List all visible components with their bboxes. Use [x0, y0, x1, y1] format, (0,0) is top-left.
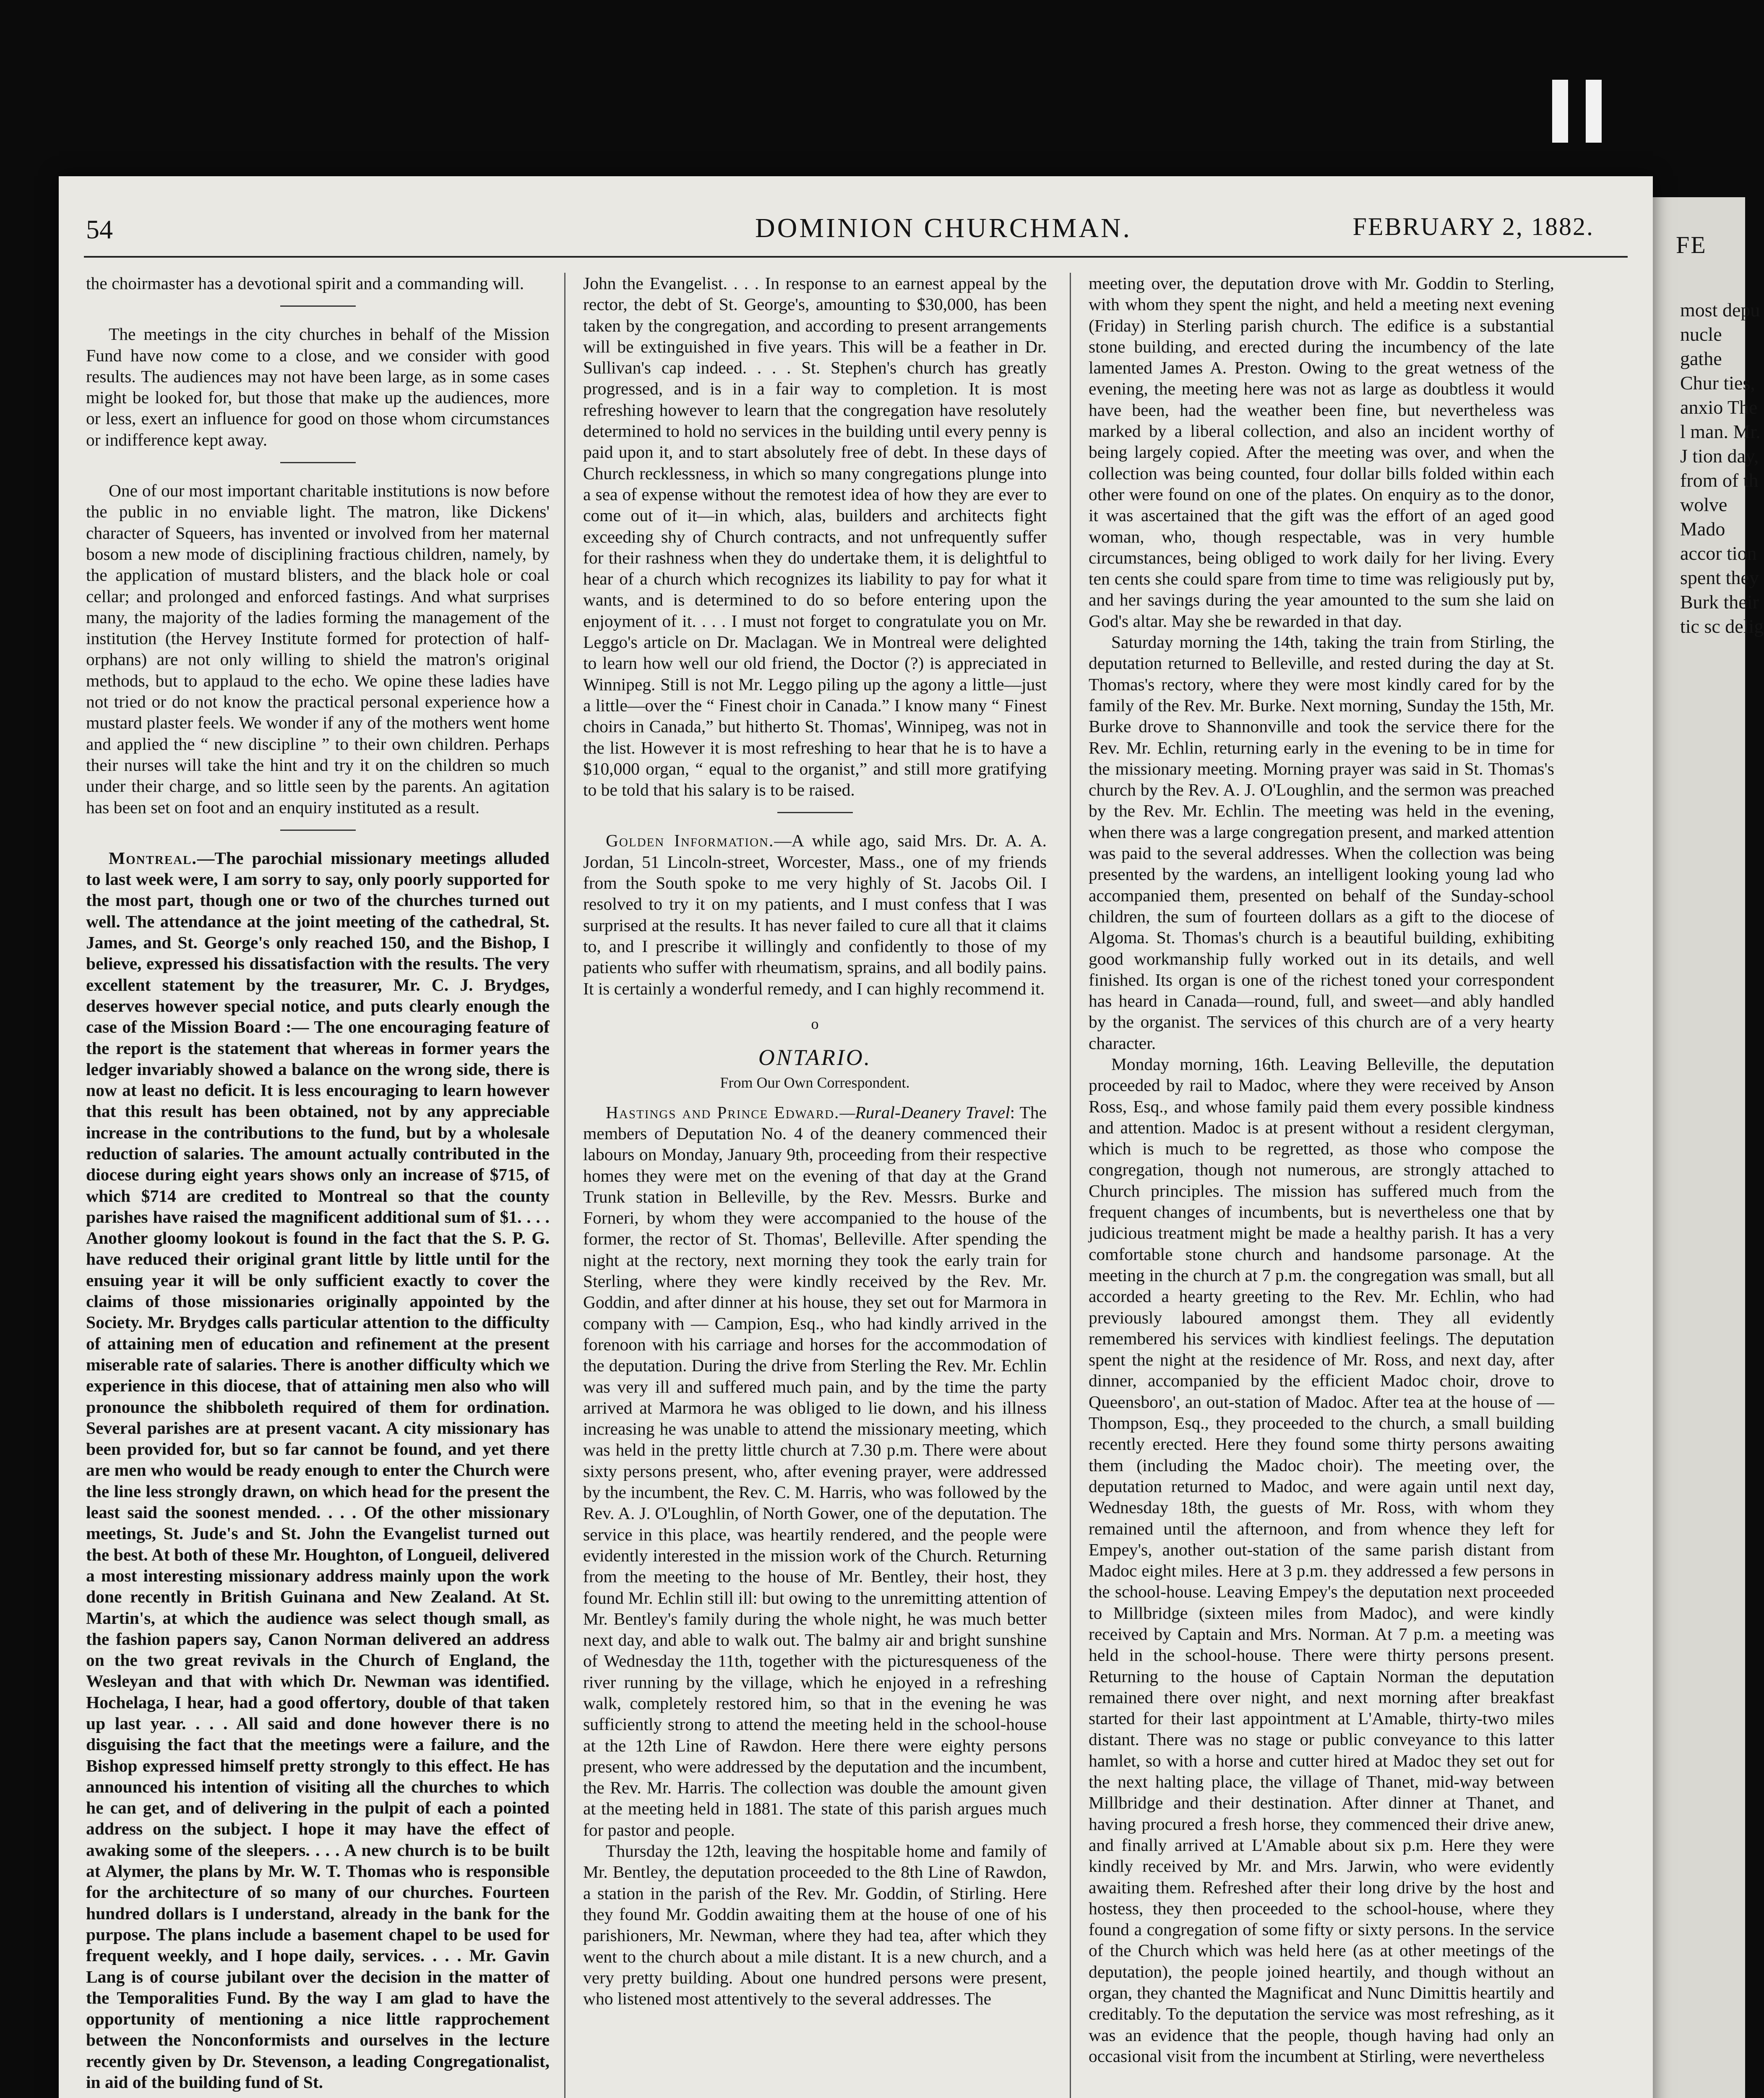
paragraph-mission-fund: The meetings in the city churches in behalf of the Mission Fund have now come to a close, and we consider with good results. The audiences may not have been large, as in some cases might be looked for, but those that make up the audiences, more or less, exert an influence for good on those whom circumstances or indifference kept away. — [86, 324, 550, 449]
item-separator — [280, 305, 356, 307]
golden-information-body: —A while ago, said Mrs. Dr. A. A. Jordan, 51 Lincoln-street, Worcester, Mass., one of my friends from the South spoke to me very highly of St. Jacobs Oil. I resolved to try it on my patients, and I must confess that I was surprised at the results. It has never failed to cure all that it claims to, and I prescribe it willingly and confidently to those of my patients who suffer with rheumatism, sprains, and all bodily pains. It is certainly a wonderful remedy, and I can highly recommend it. — [583, 831, 1047, 998]
paragraph-montreal — [86, 848, 550, 2093]
item-separator — [777, 812, 853, 813]
section-subheading: From Our Own Correspondent. — [720, 1074, 910, 1091]
section-divider: o — [811, 1015, 819, 1032]
paragraph-golden-information — [583, 830, 1047, 999]
paragraph-st-john: John the Evangelist. . . . In response to an earnest appeal by the rector, the debt of St. George's, amounting to $30,000, has been taken by the congregation, and according to present arrangements will be extinguished in five years. This will be a feather in Dr. Sullivan's cap indeed. . . . St. Stephen's church has greatly progressed, and is in a fair way to completion. It is most refreshing however to learn that the congregation have resolutely determined to hold no services in the building until every penny is paid upon it, and to start absolutely free of debt. In these days of Church recklessness, in which so many congregations plunge into a sea of expense without the remotest idea of how they are ever to come out of it—in which, alas, builders and architects fight exceeding shy of Church contracts, and not unfrequently suffer for their rashness when they do undertake them, it is delightful to hear of a church which recognizes its liability to pay for what it wants, and is determined to do so before entering upon the enjoyment of it. . . . I must not forget to congratulate you on Mr. Leggo's article on Dr. Maclagan. We in Montreal were delighted to learn how well our old friend, the Doctor (?) is appreciated in Winnipeg. Still is not Mr. Leggo piling up the agony a little—just a little—over the “ Finest choir in Canada.” I know many “ Finest choirs in Canada,” but hitherto St. Thomas', Winnipeg, was not in the list. However it is most refreshing to hear that he is to have a $10,000 organ, “ equal to the organist,” and still more gratifying to be told that his salary is to be raised. — [583, 274, 1047, 800]
next-page-fragments: most depu nucle gathe Chur ties, anxio The l man. Mr. J tion day, from of th wolve Mado accor tion spent they Burk their tic sc delig — [1680, 299, 1764, 637]
column-3 — [1089, 273, 1554, 2098]
paragraph-choirmaster: the choirmaster has a devotional spirit and a commanding will. — [86, 274, 524, 293]
golden-information-lead: Golden Information. — [605, 831, 774, 851]
hastings-body: : The members of Deputation No. 4 of the deanery commenced their labours on Monday, January 9th, proceeding from their respective homes they were met on the evening of that day at the Grand Trunk station in Belleville, by the Rev. Messrs. Burke and Forneri, by whom they were accompanied to the house of the former, the rector of St. Thomas', Belleville. After spending the night at the rectory, next morning they took the early train for Sterling, where they were kindly received by the Rev. Mr. Goddin, and after dinner at his house, they set out for Marmora in company with — Campion, Esq., who had kindly arrived in the forenoon with his carriage and horses for the accommodation of the deputation. During the drive from Sterling the Rev. Mr. Echlin was very ill and suffered much pain, and by the time the party arrived at Marmora he was obliged to lie down, and his illness increasing he was unable to attend the missionary meeting, which was held in the pretty little church at 7.30 p.m. There were about sixty persons present, who, after evening prayer, were addressed by the incumbent, the Rev. C. M. Harris, who was followed by the Rev. A. J. O'Loughlin, of North Gower, one of the deputation. The service in this place, was heartily rendered, and the people were evidently interested in the mission work of the Church. Returning from the meeting to the house of Mr. Bentley, their host, they found Mr. Echlin still ill: but owing to the unremitting attention of Mr. Bentley's family during the whole night, he was much better next day, and able to walk out. The balmy air and bright sunshine of Wednesday the 11th, together with the picturesqueness of the river running by the village, which he enjoyed in a refreshing walk, completely restored him, so that in the evening he was sufficiently strong to attend the meeting held in the school-house at the 12th Line of Rawdon. Here there were eighty persons present, who were addressed by the deputation and the incumbent, the Rev. Mr. Harris. The collection was double the amount given at the meeting held in 1881. The state of this parish argues much for pastor and people. — [583, 1102, 1047, 1840]
paragraph-thursday: Thursday the 12th, leaving the hospitable home and family of Mr. Bentley, the deputation proceeded to the 8th Line of Rawdon, a station in the parish of the Rev. Mr. Goddin, of Stirling. Here they found Mr. Goddin awaiting them at the house of one of his parishioners, Mr. Newman, where they had tea, after which they went to the church about a mile distant. It is a new church, and a very pretty building. About one hundred persons were present, who listened most attentively to the several addresses. The — [583, 1841, 1047, 2009]
next-page-edge — [1651, 197, 1764, 2098]
column-2 — [583, 273, 1047, 2098]
item-separator — [280, 830, 356, 831]
montreal-body: —The parochial missionary meetings alluded to last week were, I am sorry to say, only poorly supported for the most part, though one or two of the churches turned out well. The attendance at the joint meeting of the cathedral, St. James, and St. George's only reached 150, and the Bishop, I believe, expressed his dissatisfaction with the results. The very excellent statement by the treasurer, Mr. C. J. Brydges, deserves however special notice, and puts clearly enough the case of the Mission Board :— The one encouraging feature of the report is the statement that whereas in former years the ledger invariably showed a balance on the wrong side, there is now at least no deficit. It is less encouraging to learn however that this result has been obtained, not by any appreciable increase in the contributions to the fund, but by a wholesale reduction of salaries. The amount actually contributed in the diocese during eight years shows only an increase of $715, of which $714 are credited to Montreal so that the county parishes have raised the magnificent additional sum of $1. . . . Another gloomy lookout is found in the fact that the S. P. G. have reduced their original grant little by little until for the ensuing year it will be only sufficient exactly to cover the claims of those missionaries originally appointed by the Society. Mr. Brydges calls particular attention to the difficulty of attaining men of education and refinement at the present miserable rate of salaries. There is another difficulty which we experience in this diocese, that of attaining men also who will pronounce the shibboleth required of them for ordination. Several parishes are at present vacant. A city missionary has been provided for, but so far cannot be found, and yet there are men who would be ready enough to enter the Church were the line less strongly drawn, on which head for the present the least said the soonest mended. . . . Of the other missionary meetings, St. Jude's and St. John the Evangelist turned out the best. At both of these Mr. Houghton, of Longueil, delivered a most interesting missionary address mainly upon the work done recently in British Guinana and New Zealand. At St. Martin's, at which the audience was select though small, as the fashion papers say, Canon Norman delivered an address on the two great revivals in the Church of England, the Wesleyan and that with which Dr. Newman was identified. Hochelaga, I hear, had a good offertory, double of that taken up last year. . . . All said and done however there is no disguising the fact that the meetings were a failure, and the Bishop expressed himself pretty strongly to this effect. He has announced his intention of visiting all the churches to which he can get, and of delivering in the pulpit of each a pointed address on the subject. I hope it may have the effect of awaking some of the sleepers. . . . A new church is to be built at Alymer, the plans by Mr. W. T. Thomas who is responsible for the architecture of so many of our churches. Fourteen hundred dollars is I understand, already in the bank for the purpose. The plans include a basement chapel to be used for frequent weekly, and I hope daily, services. . . . Mr. Gavin Lang is of course jubilant over the decision in the matter of the Temporalities Fund. By the way I am glad to have the opportunity of mentioning a nice little rapprochement between the Nonconformists and ourselves in the lecture recently given by Dr. Stevenson, a leading Congregationalist, in aid of the building fund of St. — [86, 848, 550, 2092]
section-heading-ontario: ONTARIO. — [758, 1045, 872, 1070]
newspaper-page — [59, 176, 1653, 2098]
column-1 — [86, 273, 550, 2098]
binding-tab-mark-top-2 — [1586, 80, 1602, 143]
masthead: DOMINION CHURCHMAN. — [755, 213, 1132, 243]
paragraph-charitable-institutions: One of our most important charitable institutions is now before the public in no enviable light. The matron, like Dickens' character of Squeers, has invented or involved from her maternal bosom a new mode of disciplining fractious children, namely, by the application of mustard blisters, and the black hole or coal cellar; and prolonged and enforced fastings. And what surprises many, the majority of the ladies forming the management of the institution (the Hervey Institute formed for protection of half-orphans) are not only willing to shield the matron's original methods, but to applaud to the echo. We opine these ladies have not tried or do not know the practical personal experience how a mustard plaster feels. We wonder if any of the mothers went home and applied the “ new discipline ” to their own children. Perhaps their nurses will take the hint and try it on the children so much under their charge, and so little seen by the parents. An agitation has been set on foot and an enquiry instituted as a result. — [86, 481, 550, 817]
paragraph-hastings — [583, 1102, 1047, 1840]
montreal-lead: Montreal. — [108, 848, 197, 868]
header-rule — [84, 256, 1628, 258]
hastings-lead: Hastings and Prince Edward. — [605, 1102, 840, 1122]
page-number: 54 — [86, 214, 113, 244]
paragraph-monday: Monday morning, 16th. Leaving Belleville, the deputation proceeded by rail to Madoc, where they were received by Anson Ross, Esq., and whose family paid them every possible kindness and attention. Madoc is at present without a resident clergyman, which is much to be regretted, as those who compose the congregation, though not numerous, are strongly attached to Church principles. The mission has suffered much from the frequent changes of incumbents, but is nevertheless one that by judicious treatment might be made a healthy parish. It has a very comfortable stone church and handsome parsonage. At the meeting in the church at 7 p.m. the congregation was small, but all accorded a hearty greeting to the Rev. Mr. Echlin, who had previously laboured amongst them. They all evidently remembered his services with kindliest feelings. The deputation spent the night at the residence of Mr. Ross, and next day, after dinner, accompanied by the efficient Madoc choir, drove to Queensboro', an out-station of Madoc. After tea at the house of — Thompson, Esq., they proceeded to the church, a small building recently erected. Here they found some thirty persons awaiting them (including the Madoc choir). The meeting over, the deputation returned to Madoc, and were again until next day, Wednesday 18th, the guests of Mr. Ross, with whom they remained until the afternoon, and from whence they left for Empey's, another out-station of the same parish distant from Madoc eight miles. Here at 3 p.m. they addressed a few persons in the school-house. Leaving Empey's the deputation next proceeded to Millbridge (sixteen miles from Madoc), and were kindly received by Captain and Mrs. Norman. At 7 p.m. a meeting was held in the school-house. There were thirty persons present. Returning to the house of Captain Norman the deputation remained there over night, and next morning after breakfast started for their last appointment at L'Amable, thirty-two miles distant. There was no stage or public conveyance to this latter hamlet, so with a horse and cutter hired at Madoc they set out for the next halting place, the village of Thanet, mid-way between Millbridge and their destination. After dinner at Thanet, and having procured a fresh horse, they commenced their drive anew, and finally arrived at L'Amable about six p.m. Here they were kindly received by Mr. and Mrs. Jarwin, who were evidently awaiting them. Refreshed after their long drive by the host and hostess, they then proceeded to the school-house, where they found a congregation of some fifty or sixty persons. In the service of the Church which was held here (as at other meetings of the deputation), the people joined heartily, and though without an organ, they chanted the Magnificat and Nunc Dimittis heartily and creditably. To the deputation the service was most refreshing, as it was an evidence that the people, though having had only an occasional visit from the incumbent at Stirling, were nevertheless — [1089, 1054, 1554, 2066]
column-rule-1 — [564, 273, 565, 2098]
paragraph-sterling: meeting over, the deputation drove with Mr. Goddin to Sterling, with whom they spent the night, and held a meeting next evening (Friday) in Sterling parish church. The edifice is a substantial stone building, and erected during the incumbency of the late lamented James A. Preston. Owing to the great wetness of the evening, the meeting here was not as large as doubtless it would have been, had the weather been fine, but nevertheless was marked by a liberal collection, and also an incident worthy of being largely copied. After the meeting was over, and when the collection was being counted, four dollar bills folded within each other were found on one of the plates. On enquiry as to the donor, it was ascertained that the gift was the effort of an aged good woman, who, though respectable, was in very humble circumstances, being obliged to work daily for her living. Every ten cents she could spare from time to time was religiously put by, and her savings during the year amounted to the sum she laid on God's altar. May she be rewarded in that day. — [1089, 274, 1554, 631]
hastings-subtitle: —Rural-Deanery Travel — [839, 1102, 1010, 1122]
item-separator — [280, 462, 356, 463]
paragraph-saturday: Saturday morning the 14th, taking the train from Stirling, the deputation returned to Belleville, and rested during the day at St. Thomas's rectory, where they were most kindly cared for by the family of the Rev. Mr. Burke. Next morning, Sunday the 15th, Mr. Burke drove to Shannonville and took the service there for the Rev. Mr. Echlin, returning early in the evening to be in time for the missionary meeting. Morning prayer was said in St. Thomas's church by the Rev. A. J. O'Loughlin, and the sermon was preached by the Rev. Mr. Echlin. The meeting was held in the evening, when there was a large congregation present, and marked attention was paid to the several addresses. When the collection was being presented by the wardens, an intelligent looking young lad who accompanied them, presented on behalf of the Sunday-school children, the sum of fourteen dollars as a gift to the diocese of Algoma. St. Thomas's church is a beautiful building, exhibiting good workmanship fully worked out in its details, and well finished. Its organ is one of the richest toned your correspondent has heard in Canada—round, full, and sweet—and ably handled by the organist. The services of this church are of a very hearty character. — [1089, 632, 1554, 1053]
issue-date: FEBRUARY 2, 1882. — [1352, 213, 1594, 240]
column-rule-2 — [1070, 273, 1071, 2098]
page-header — [59, 210, 1653, 260]
next-page-header: FE — [1676, 231, 1707, 258]
binding-tab-mark-top — [1552, 80, 1568, 143]
